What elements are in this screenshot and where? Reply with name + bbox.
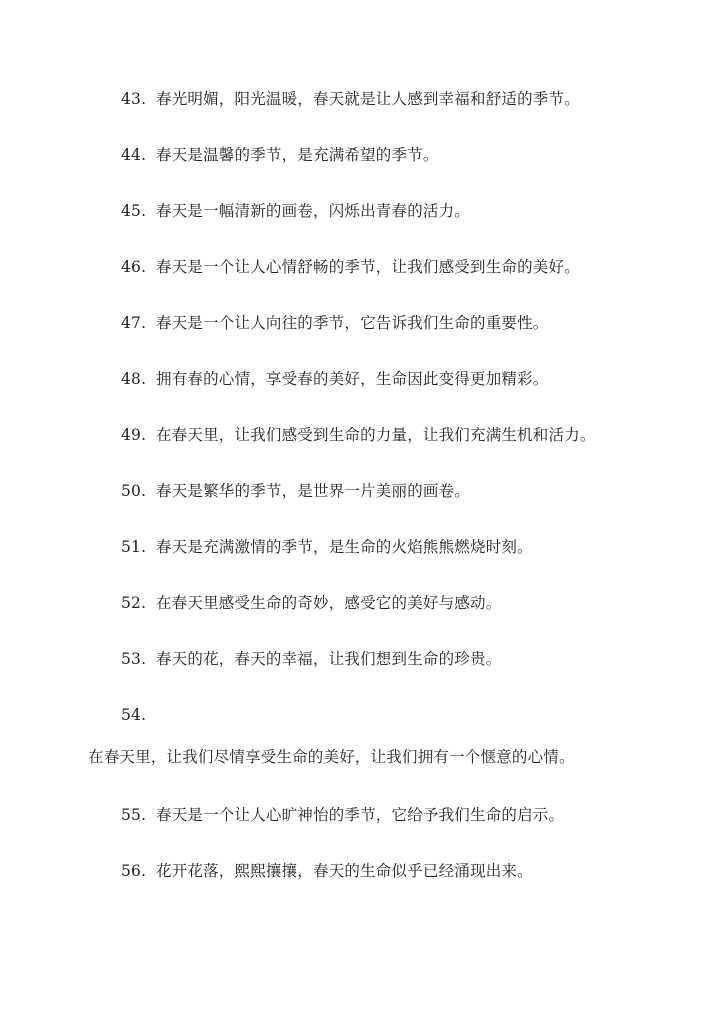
list-item-44 [121,145,439,165]
item-number: 53. [121,650,147,668]
list-item-49 [121,425,596,445]
item-text: 花开花落，熙熙攘攘，春天的生命似乎已经涌现出来。 [156,862,533,880]
item-number: 44. [121,146,147,164]
item-number: 55. [121,806,147,824]
item-text: 春光明媚，阳光温暖，春天就是让人感到幸福和舒适的季节。 [156,90,580,108]
list-item-47 [121,313,549,333]
item-text: 春天是充满激情的季节，是生命的火焰熊熊燃烧时刻。 [156,538,533,556]
item-number: 51. [121,538,147,556]
list-item-56 [121,861,533,881]
item-text: 在春天里感受生命的奇妙，感受它的美好与感动。 [156,594,502,612]
item-text: 春天是温馨的季节，是充满希望的季节。 [156,146,439,164]
list-item-54 [121,705,156,725]
list-item-48 [121,369,549,389]
list-item-52 [121,593,501,613]
item-text: 春天的花，春天的幸福，让我们想到生命的珍贵。 [156,650,502,668]
list-item-50 [121,481,470,501]
item-text: 春天是一个让人心旷神怡的季节，它给予我们生命的启示。 [156,806,565,824]
item-number: 54. [121,706,147,724]
list-item-46 [121,257,580,277]
item-text: 春天是繁华的季节，是世界一片美丽的画卷。 [156,482,471,500]
list-item-51 [121,537,533,557]
item-number: 56. [121,862,147,880]
item-text: 春天是一个让人向往的季节，它告诉我们生命的重要性。 [156,314,549,332]
list-item-53 [121,649,501,669]
list-item-55 [121,805,564,825]
item-text: 在春天里，让我们感受到生命的力量，让我们充满生机和活力。 [156,426,596,444]
item-number: 52. [121,594,147,612]
list-item-45 [121,201,470,221]
item-number: 46. [121,258,147,276]
item-number: 48. [121,370,147,388]
item-number: 50. [121,482,147,500]
item-text: 春天是一幅清新的画卷，闪烁出青春的活力。 [156,202,471,220]
item-number: 43. [121,90,147,108]
list-item-43 [121,89,580,109]
item-number: 49. [121,426,147,444]
item-number: 45. [121,202,147,220]
item-text: 春天是一个让人心情舒畅的季节，让我们感受到生命的美好。 [156,258,580,276]
item-text: 拥有春的心情，享受春的美好，生命因此变得更加精彩。 [156,370,549,388]
item-number: 47. [121,314,147,332]
list-item-54-continuation: 在春天里，让我们尽情享受生命的美好，让我们拥有一个惬意的心情。 [88,748,575,766]
